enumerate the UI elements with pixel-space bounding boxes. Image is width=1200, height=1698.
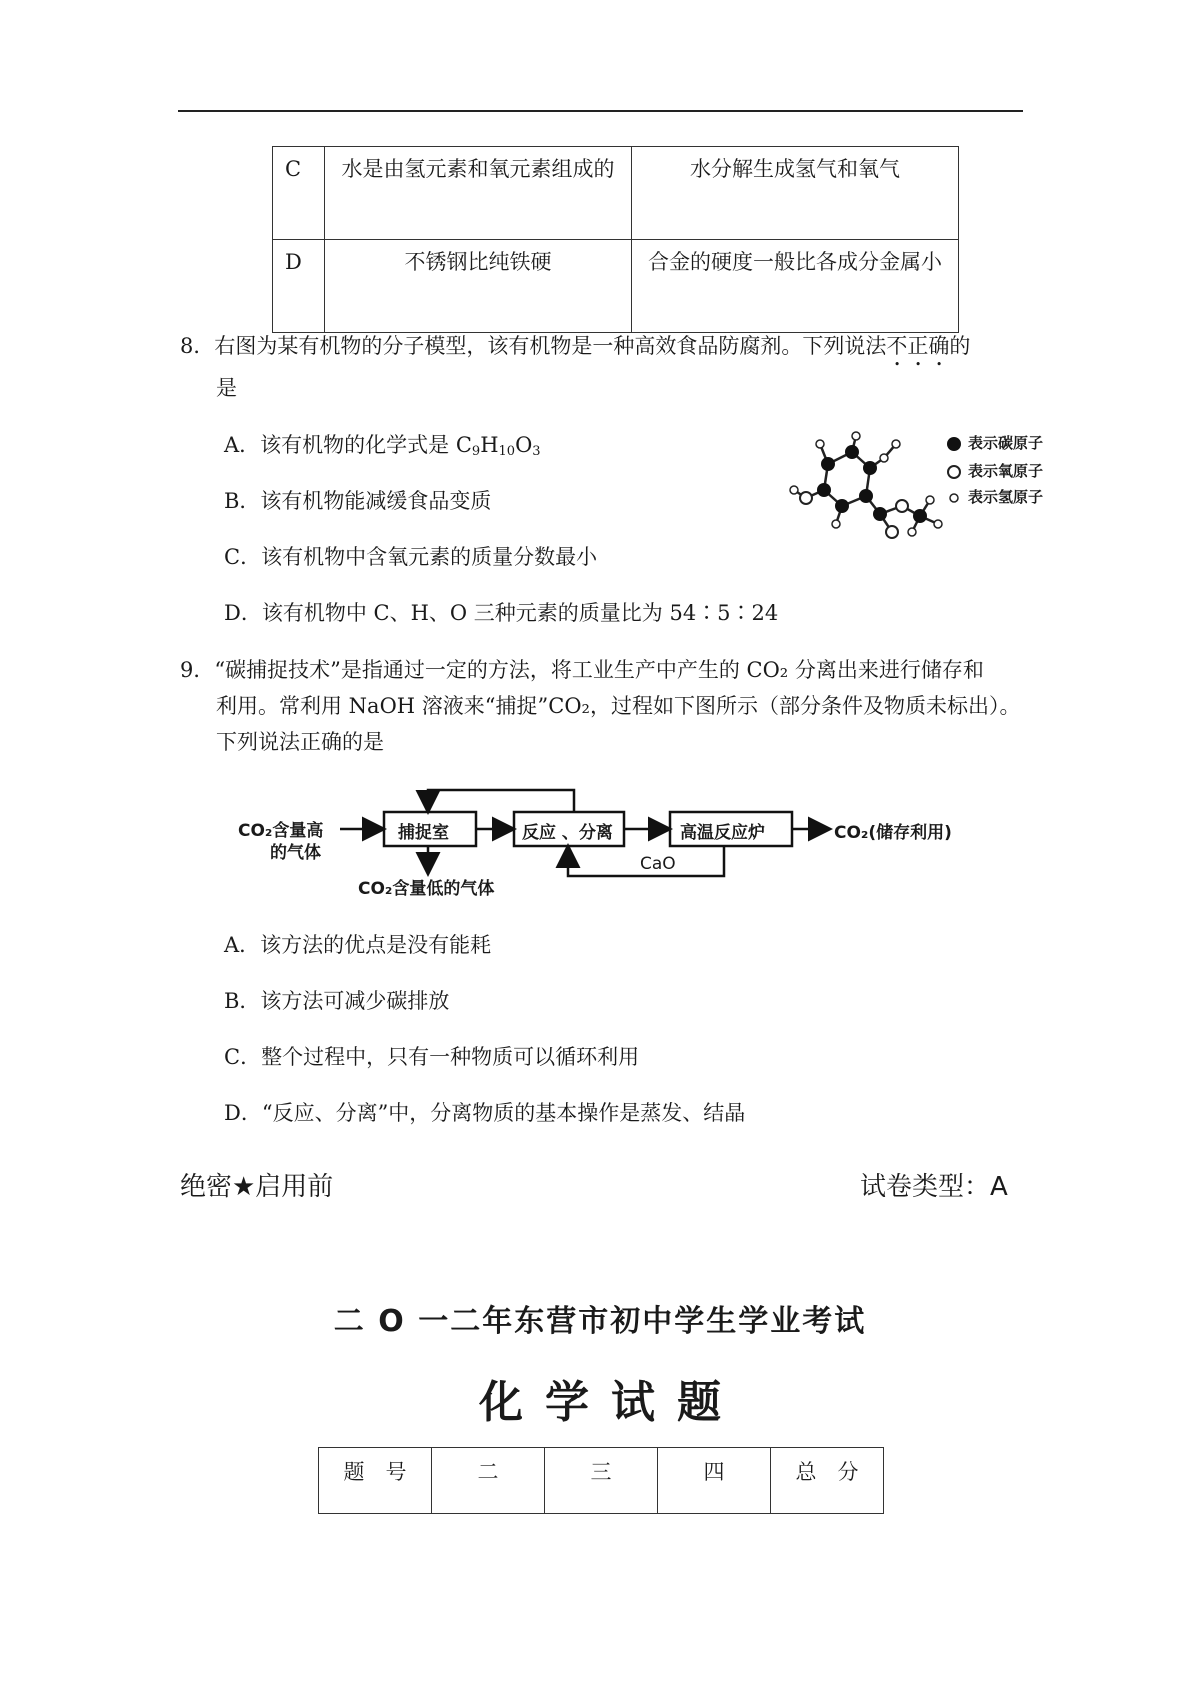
table-row <box>319 1448 884 1514</box>
score-cell: 三 <box>545 1448 658 1514</box>
q8-stem <box>180 328 970 371</box>
q8-option-a <box>224 430 541 467</box>
flow-low-gas: CO₂含量低的气体 <box>358 879 495 899</box>
legend-carbon: 表示碳原子 <box>968 434 1044 452</box>
row-label: C <box>273 147 325 240</box>
score-cell: 题 号 <box>319 1448 432 1514</box>
q8-stem-tail: 的 <box>949 334 971 358</box>
flow-furnace-box: 高温反应炉 <box>680 823 765 843</box>
score-cell: 四 <box>658 1448 771 1514</box>
q9-option-b: B．该方法可减少碳排放 <box>224 989 450 1013</box>
option-text: A．该有机物的化学式是 <box>224 433 456 457</box>
q8-stem-line2: 是 <box>216 376 237 400</box>
row-explanation: 合金的硬度一般比各成分金属小 <box>632 240 959 333</box>
q9-stem-line3: 下列说法正确的是 <box>216 730 384 754</box>
q9-stem-line1: 9．“碳捕捉技术”是指通过一定的方法，将工业生产中产生的 CO₂ 分离出来进行储存和 <box>180 658 984 682</box>
carbon-legend-icon <box>947 437 961 451</box>
row-explanation: 水分解生成氢气和氧气 <box>632 147 959 240</box>
row-statement: 水是由氢元素和氧元素组成的 <box>325 147 632 240</box>
score-cell: 二 <box>432 1448 545 1514</box>
flow-cao-label: CaO <box>640 854 676 874</box>
table-row <box>273 240 959 333</box>
row-label: D <box>273 240 325 333</box>
q8-option-b: B．该有机物能减缓食品变质 <box>224 489 492 513</box>
flow-capture-box: 捕捉室 <box>398 823 449 843</box>
header-rule <box>178 110 1023 112</box>
row-statement: 不锈钢比纯铁硬 <box>325 240 632 333</box>
q8-option-c: C．该有机物中含氧元素的质量分数最小 <box>224 545 598 569</box>
score-table <box>318 1447 884 1514</box>
flow-input-line2: 的气体 <box>270 843 321 863</box>
q9-option-c: C．整个过程中，只有一种物质可以循环利用 <box>224 1045 640 1069</box>
formula-c-sub: 9 <box>471 444 481 459</box>
hydrogen-legend-icon <box>950 494 958 502</box>
flow-input-line1: CO₂含量高 <box>238 821 324 841</box>
exam-title: 二 O 一二年东营市初中学生学业考试 <box>333 1304 867 1339</box>
q8-option-d: D．该有机物中 C、H、O 三种元素的质量比为 54∶5∶24 <box>224 601 779 625</box>
formula-h-sub: 10 <box>498 444 516 459</box>
q9-stem-line2: 利用。常利用 NaOH 溶液来“捕捉”CO₂，过程如下图所示（部分条件及物质未标出）。 <box>216 694 1021 718</box>
legend-oxygen: 表示氧原子 <box>968 462 1044 480</box>
q8-stem-text: 8．右图为某有机物的分子模型，该有机物是一种高效食品防腐剂。下列说法 <box>180 334 887 358</box>
legend-hydrogen: 表示氢原子 <box>968 488 1044 506</box>
flow-output: CO₂(储存利用) <box>834 823 952 843</box>
score-cell: 总 分 <box>771 1448 884 1514</box>
formula-o-sub: 3 <box>532 444 541 459</box>
paper-type-label: 试卷类型：A <box>860 1172 1008 1202</box>
answer-table <box>272 146 959 333</box>
secret-label: 绝密★启用前 <box>180 1172 334 1202</box>
formula-c: C <box>455 433 472 457</box>
q8-emphasis: 不正确 <box>886 334 950 358</box>
q9-option-a: A．该方法的优点是没有能耗 <box>224 933 492 957</box>
flow-diagram <box>238 786 962 898</box>
flow-reaction-box: 反应 、分离 <box>522 823 613 843</box>
molecule-figure <box>780 428 1070 540</box>
formula-h: H <box>480 433 499 457</box>
table-row <box>273 147 959 240</box>
oxygen-legend-icon <box>948 466 960 478</box>
q9-option-d: D．“反应、分离”中，分离物质的基本操作是蒸发、结晶 <box>224 1101 746 1125</box>
formula-o: O <box>515 433 533 457</box>
subject-title: 化学试题 <box>479 1377 743 1428</box>
